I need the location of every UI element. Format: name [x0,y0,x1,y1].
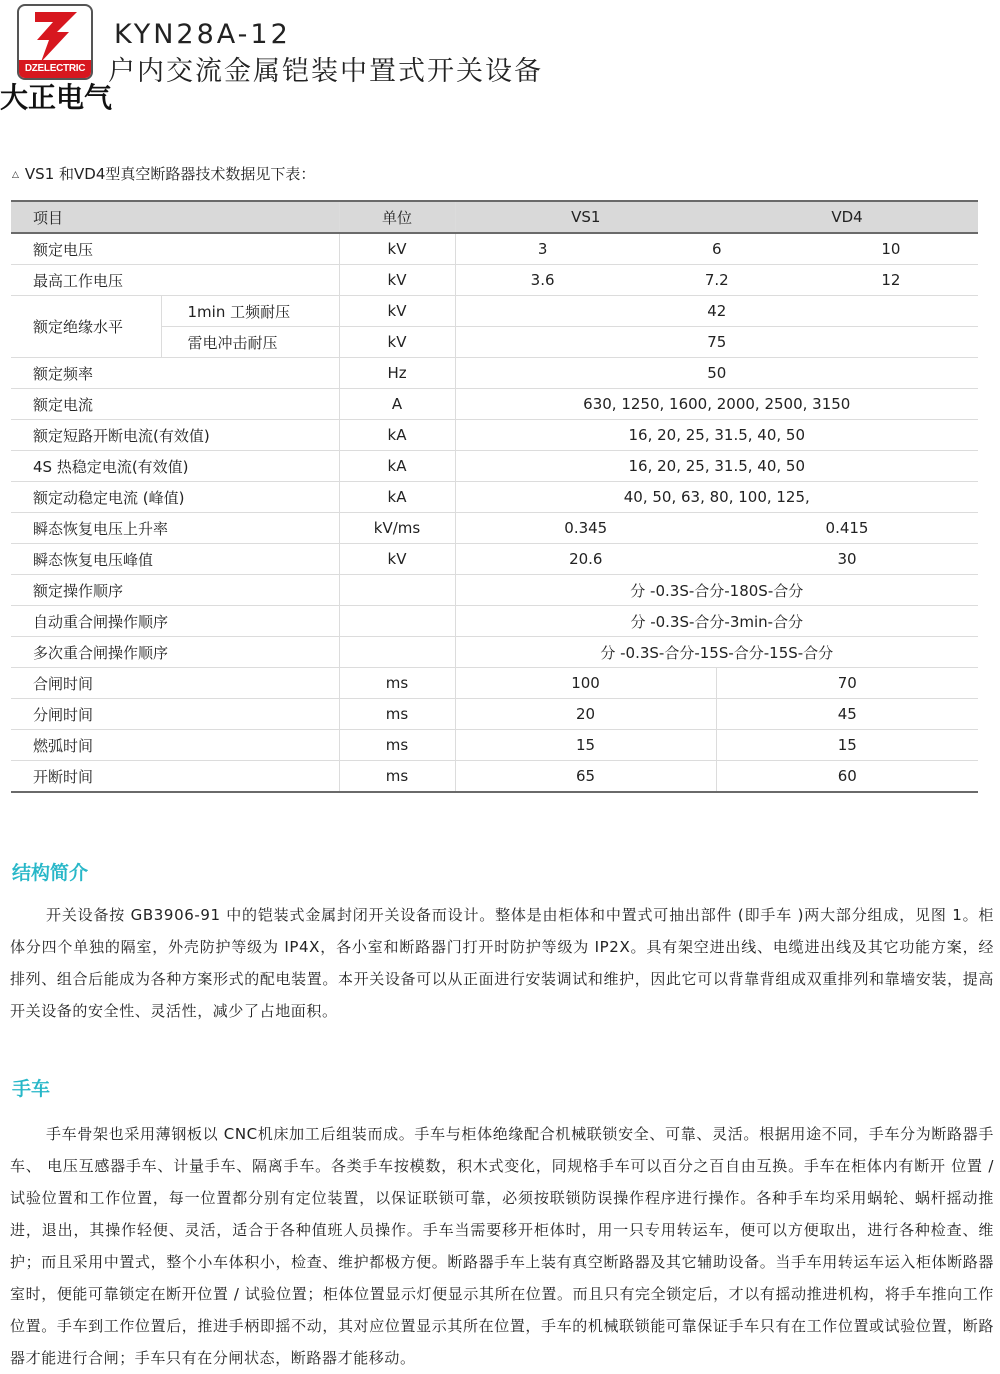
table-row [11,482,978,513]
vd4-value: 15 [716,730,978,761]
table-row [11,606,978,637]
row-label: 开断时间 [11,761,339,793]
row-unit: ms [339,699,455,730]
table-row [11,699,978,730]
row-value: 630, 1250, 1600, 2000, 2500, 3150 [455,389,978,420]
vd4-value: 70 [716,668,978,699]
section-title-truck: 手车 [12,1078,51,1100]
row-unit [339,606,455,637]
row-label: 合闸时间 [11,668,339,699]
lightning-logo-icon [19,6,91,62]
row-label: 燃弧时间 [11,730,339,761]
company-logo [17,4,93,80]
row-unit: kA [339,451,455,482]
header-item: 项目 [11,201,339,233]
row-unit: ms [339,730,455,761]
row-label: 最高工作电压 [11,265,339,296]
row-label: 额定动稳定电流 (峰值) [11,482,339,513]
row-unit: kV [339,544,455,575]
spec-table [11,200,978,793]
table-row [11,358,978,389]
row-value: 16, 20, 25, 31.5, 40, 50 [455,420,978,451]
vs1-value: 100 [455,668,716,699]
value-cell: 12 [881,271,901,289]
row-unit: kA [339,482,455,513]
vs1-value: 20 [455,699,716,730]
table-row [11,761,978,793]
vs1-value: 0.345 [455,513,716,544]
row-label: 额定电压 [11,233,339,265]
row-label: 额定短路开断电流(有效值) [11,420,339,451]
row-value: 分 -0.3S-合分-180S-合分 [455,575,978,606]
row-values [455,265,978,296]
header-vd4: VD4 [716,201,978,233]
value-cell: 10 [881,240,901,258]
table-row [11,233,978,265]
page-title: 户内交流金属铠装中置式开关设备 [108,56,543,87]
row-label: 分闸时间 [11,699,339,730]
brand-name: 大正电气 [0,81,113,114]
vs1-value: 15 [455,730,716,761]
table-row [11,451,978,482]
intro-text: VS1 和VD4型真空断路器技术数据见下表： [24,165,316,183]
table-row [11,265,978,296]
header-vs1: VS1 [455,201,716,233]
row-label: 4S 热稳定电流(有效值) [11,451,339,482]
vd4-value: 0.415 [716,513,978,544]
table-row [11,730,978,761]
row-value: 75 [455,327,978,358]
row-unit: ms [339,668,455,699]
row-label: 额定绝缘水平 [11,296,161,358]
row-label: 多次重合闸操作顺序 [11,637,339,668]
row-label: 额定电流 [11,389,339,420]
triangle-bullet-icon: △ [12,170,19,180]
table-row [11,544,978,575]
table-row [11,420,978,451]
vs1-value: 20.6 [455,544,716,575]
row-unit: A [339,389,455,420]
table-row [11,296,978,327]
table-row [11,575,978,606]
table-row [11,637,978,668]
sub-row-label: 1min 工频耐压 [161,296,339,327]
value-cell: 7.2 [704,271,729,289]
header-unit: 单位 [339,201,455,233]
row-values [455,233,978,265]
row-value: 40, 50, 63, 80, 100, 125, [455,482,978,513]
table-row [11,668,978,699]
row-value: 50 [455,358,978,389]
row-unit [339,575,455,606]
row-unit: kV [339,327,455,358]
section-title-structure: 结构简介 [12,862,89,884]
sub-row-label: 雷电冲击耐压 [161,327,339,358]
row-label: 自动重合闸操作顺序 [11,606,339,637]
vd4-value: 30 [716,544,978,575]
value-cell: 3 [537,240,548,258]
row-unit [339,637,455,668]
row-label: 额定操作顺序 [11,575,339,606]
section-body-truck: 手车骨架也采用薄钢板以 CNC机床加工后组装而成。手车与柜体绝缘配合机械联锁安全、可靠、灵活。根据用途不同，手车分为断路器手车、 电压互感器手车、计量手车、隔离手车。各类手车按模数，积木式变化，同规格手车可以百分之百自由互换。手车在柜体内有断开 位置 /试验位置和工作位置，每一位置都分别有定位装置，以保证联锁可靠，必须按联锁防误操作程序进行操作。各种手车均采用蜗轮、蜗杆摇动推进，退出，其操作轻便、灵活，适合于各种值班人员操作。手车当需要移开柜体时，用一只专用转运车，便可以方便取出，进行各种检查、维护；而且采用中置式，整个小车体积小，检查、维护都极方便。断路器手车上装有真空断路器及其它辅助设备。当手车用转运车运入柜体断路器室时，便能可靠锁定在断开位置 / 试验位置；柜体位置显示灯便显示其所在位置。而且只有完全锁定后，才以有摇动推进机构，将手车推向工作位置。手车到工作位置后，推进手柄即摇不动，其对应位置显示其所在位置，手车的机械联锁能可靠保证手车只有在工作位置或试验位置，断路器才能进行合闸；手车只有在分闸状态，断路器才能移动。 [10,1125,994,1367]
row-value: 分 -0.3S-合分-15S-合分-15S-合分 [455,637,978,668]
model-code: KYN28A-12 [114,19,291,50]
value-cell: 6 [712,240,722,258]
table-row [11,389,978,420]
row-unit: kV/ms [339,513,455,544]
row-label: 瞬态恢复电压上升率 [11,513,339,544]
row-unit: kV [339,233,455,265]
vd4-value: 45 [716,699,978,730]
row-unit: ms [339,761,455,793]
table-intro [12,164,315,185]
row-value: 16, 20, 25, 31.5, 40, 50 [455,451,978,482]
row-value: 42 [455,296,978,327]
row-unit: kA [339,420,455,451]
table-row [11,513,978,544]
table-header-row [11,201,978,233]
value-cell: 3.6 [530,271,555,289]
section-body-structure: 开关设备按 GB3906-91 中的铠装式金属封闭开关设备而设计。整体是由柜体和中置式可抽出部件 (即手车 )两大部分组成，见图 1。柜体分四个单独的隔室，外壳防护等级为 IP4X，各小室和断路器门打开时防护等级为 IP2X。具有架空进出线、电缆进出线及其它功能方案，经排列、组合后能成为各种方案形式的配电装置。本开关设备可以从正面进行安装调试和维护，因此它可以背靠背组成双重排列和靠墙安装，提高开关设备的安全性、灵活性，减少了占地面积。 [10,906,994,1020]
row-unit: kV [339,265,455,296]
row-unit: Hz [339,358,455,389]
row-value: 分 -0.3S-合分-3min-合分 [455,606,978,637]
row-label: 额定频率 [11,358,339,389]
logo-text: DZELECTRIC [19,60,91,78]
row-label: 瞬态恢复电压峰值 [11,544,339,575]
vs1-value: 65 [455,761,716,793]
vd4-value: 60 [716,761,978,793]
row-unit: kV [339,296,455,327]
